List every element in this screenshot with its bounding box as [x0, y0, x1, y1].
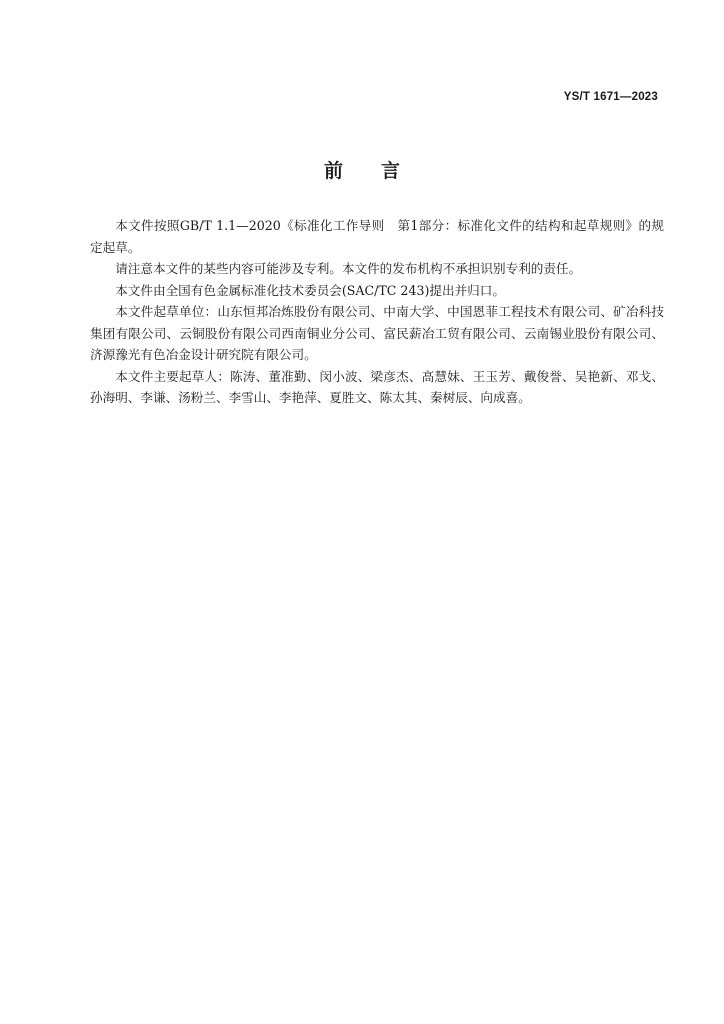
paragraph-drafting-rules: 本文件按照GB/T 1.1—2020《标准化工作导则 第1部分：标准化文件的结构和起草规则》的规定起草。	[90, 218, 664, 255]
paragraph-proposer: 本文件由全国有色金属标准化技术委员会(SAC/TC 243)提出并归口。	[115, 282, 505, 298]
paragraph-drafters: 本文件主要起草人：陈涛、董准勤、闵小波、梁彦杰、高慧妹、王玉芳、戴俊誉、吴艳新、邓戈、孙海明、李谦、汤粉兰、李雪山、李艳萍、夏胜文、陈太其、秦树辰、向成喜。	[90, 368, 664, 405]
foreword-body	[90, 215, 664, 409]
standard-code: YS/T 1671—2023	[563, 91, 658, 103]
paragraph-drafting-units: 本文件起草单位：山东恒邦冶炼股份有限公司、中南大学、中国恩菲工程技术有限公司、矿冶科技集团有限公司、云铜股份有限公司西南铜业分公司、富民薪冶工贸有限公司、云南锡业股份有限公司、济源豫光有色冶金设计研究院有限公司。	[90, 304, 664, 362]
page-title: 前言	[323, 160, 438, 182]
paragraph-patent-notice: 请注意本文件的某些内容可能涉及专利。本文件的发布机构不承担识别专利的责任。	[115, 261, 582, 276]
